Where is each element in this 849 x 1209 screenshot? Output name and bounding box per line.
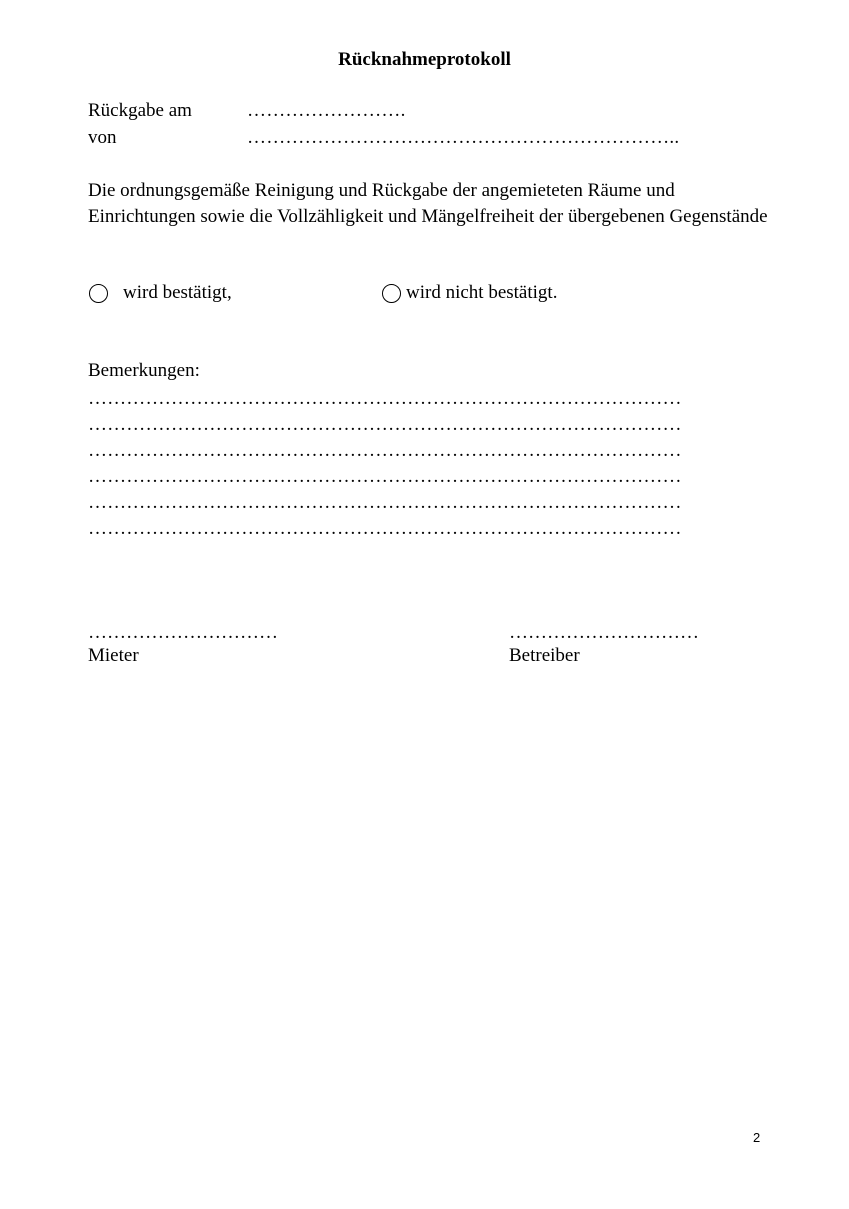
remarks-label: Bemerkungen:: [88, 360, 200, 381]
operator-signature-line[interactable]: …………………………: [509, 622, 699, 643]
remarks-line[interactable]: …………………………………………………………………………………: [88, 440, 682, 461]
radio-circle-icon[interactable]: [89, 284, 108, 303]
page-title: Rücknahmeprotokoll: [338, 49, 511, 70]
option-confirmed-label: wird bestätigt,: [123, 282, 232, 303]
remarks-line[interactable]: …………………………………………………………………………………: [88, 414, 682, 435]
from-field[interactable]: …………………………………………………………..: [247, 127, 680, 148]
tenant-signature-line[interactable]: …………………………: [88, 622, 278, 643]
remarks-line[interactable]: …………………………………………………………………………………: [88, 518, 682, 539]
remarks-line[interactable]: …………………………………………………………………………………: [88, 388, 682, 409]
statement-paragraph: Die ordnungsgemäße Reinigung und Rückgabe der angemieteten Räume und Einrichtungen sowie die Vollzähligkeit und Mängelfreiheit der übergebenen Gegenstände: [88, 180, 768, 227]
radio-circle-icon[interactable]: [382, 284, 401, 303]
option-not-confirmed[interactable]: [382, 282, 557, 304]
operator-label: Betreiber: [509, 645, 580, 666]
option-confirmed[interactable]: [89, 282, 232, 304]
option-not-confirmed-label: wird nicht bestätigt.: [406, 282, 558, 303]
return-date-label: Rückgabe am: [88, 100, 192, 121]
tenant-label: Mieter: [88, 645, 139, 666]
page-number: 2: [753, 1130, 761, 1145]
return-date-field[interactable]: …………………….: [247, 100, 406, 121]
from-label: von: [88, 127, 117, 148]
remarks-line[interactable]: …………………………………………………………………………………: [88, 466, 682, 487]
remarks-line[interactable]: …………………………………………………………………………………: [88, 492, 682, 513]
